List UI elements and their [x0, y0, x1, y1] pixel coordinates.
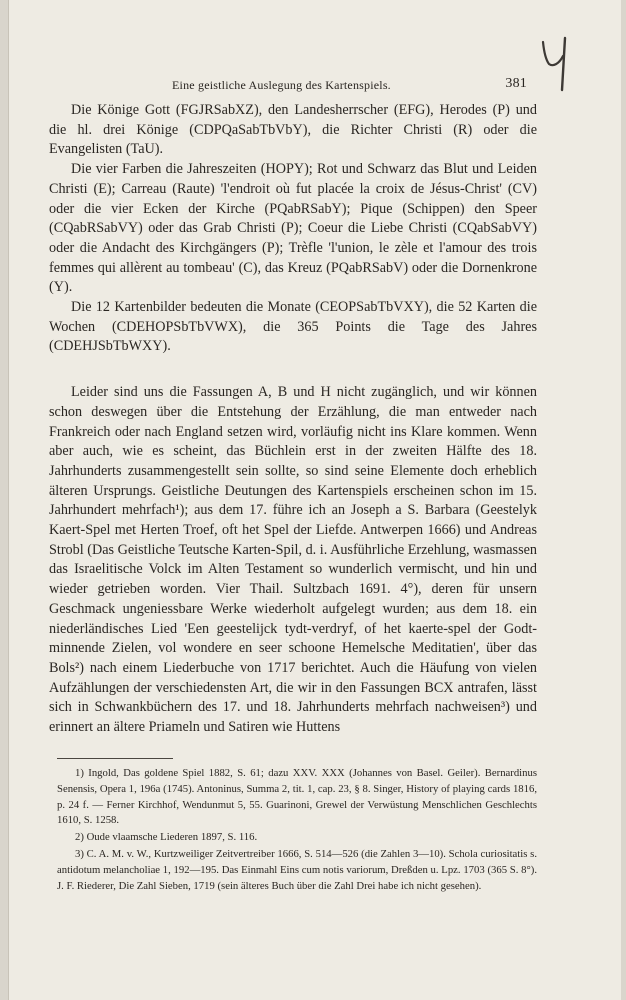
running-title: Eine geistliche Auslegung des Kartenspiels.	[172, 78, 391, 92]
handwritten-mark-drawing	[537, 34, 577, 94]
footnotes	[57, 766, 537, 894]
footnote-3: 3) C. A. M. v. W., Kurtzweiliger Zeitvertreiber 1666, S. 514—526 (die Zahlen 3—10). Schola curiositatis s. antidotum melancholiae 1, 192—195. Das Einmahl Eins cum notis variorum, Dreßden u. Lpz. 1703 (365 S. 8°). J. F. Riederer, Die Zahl Sieben, 1719 (sein älteres Buch über die Zahl Drei habe ich nicht gesehen).	[57, 847, 537, 892]
main-text	[49, 101, 537, 738]
handwritten-page-mark	[537, 34, 577, 94]
paragraph-months: Die 12 Kartenbilder bedeuten die Monate (CEOPSabTbVXY), die 52 Karten die Wochen (CDEHOPSbTbVWX), die 365 Points die Tage des Jahres (CDEHJSbTbWXY).	[49, 299, 537, 355]
paragraph-kings: Die Könige Gott (FGJRSabXZ), den Landesherrscher (EFG), Herodes (P) und die hl. drei Könige (CDPQaSabTbVbY), die Richter Christi (R) oder die Evangelisten (TaU).	[49, 102, 537, 158]
footnote-divider	[57, 758, 173, 759]
footnote-1: 1) Ingold, Das goldene Spiel 1882, S. 61; dazu XXV. XXX (Johannes von Basel. Geiler). Bernardinus Senensis, Opera 1, 196a (1745). Antoninus, Summa 2, tit. 1, cap. 23, § 8. Singer, History of playing cards 1816, p. 24 f. — Ferner Kirchhof, Wendunmut 5, 55. Guarinoni, Grewel der Verwüstung Menschlichen Geschlechts 1610, S. 1258.	[57, 767, 537, 827]
paragraph-colors: Die vier Farben die Jahreszeiten (HOPY); Rot und Schwarz das Blut und Leiden Christi (E); Carreau (Raute) 'l'endroit où fut placée la croix de Jésus-Christ' (CV) oder die vier Ecken der Kirche (PQabRSabY); Pique (Schippen) den Speer (CQabRSabVY) oder das Grab Christi (P); Coeur die Liebe Christi (CQabSabVY) oder die Andacht des Kirchgängers (P); Trèfle 'l'union, le zèle et l'amour des trois femmes qui allèrent au tombeau' (C), das Kreuz (PQabRSabV) oder die Dornenkrone (Y).	[49, 161, 537, 296]
footnote-2: 2) Oude vlaamsche Liederen 1897, S. 116.	[75, 831, 258, 844]
page-number: 381	[505, 76, 527, 91]
book-page	[8, 0, 621, 1000]
paragraph-origins: Leider sind uns die Fassungen A, B und H nicht zugänglich, und wir können schon deswegen über die Entstehung der Erzählung, die man entweder nach Frankreich oder nach England setzen wird, vorläufig nicht ins Klare kommen. Wenn aber auch, wie es scheint, das Büchlein erst in der zweiten Hälfte des 18. Jahrhunderts zusammengestellt sein sollte, so sind seine Elemente doch erheblich älteren Ursprungs. Geistliche Deutungen des Kartenspiels erscheinen schon im 15. Jahrhundert mehrfach¹); aus dem 17. führe ich an Joseph a S. Barbara (Geestelyk Kaert-Spel met Herten Troef, oft het Spel der Liefde. Antwerpen 1666) und Andreas Strobl (Das Geistliche Teutsche Karten-Spil, d. i. Ausführliche Erzehlung, wasmassen das Israelitische Volck im Alten Testament so wunderlich vermischt, und hin und wieder getrieben worden. Vier Thail. Sultzbach 1691. 4°), deren für unsern Geschmack ungeniessbare Werke wiederholt aufgelegt wurden; aus dem 18. ein niederländisches Lied 'Een geestelijck tydt-verdryf, of het kaerte-spel der Godt-minnende Zielen, vol wondere en seer schoone Hemelsche Meditatien', über das Bols²) nach einem Liederbuche von 1717 berichtet. Auch die Häufung von vielen Aufzählungen der verschiedensten Art, die wir in den Fassungen BCX antrafen, lässt sich in Schwankbüchern des 17. und 18. Jahrhunderts mehrfach nachweisen³) und erinnert an ältere Priameln und Satiren wie Huttens	[49, 384, 537, 736]
